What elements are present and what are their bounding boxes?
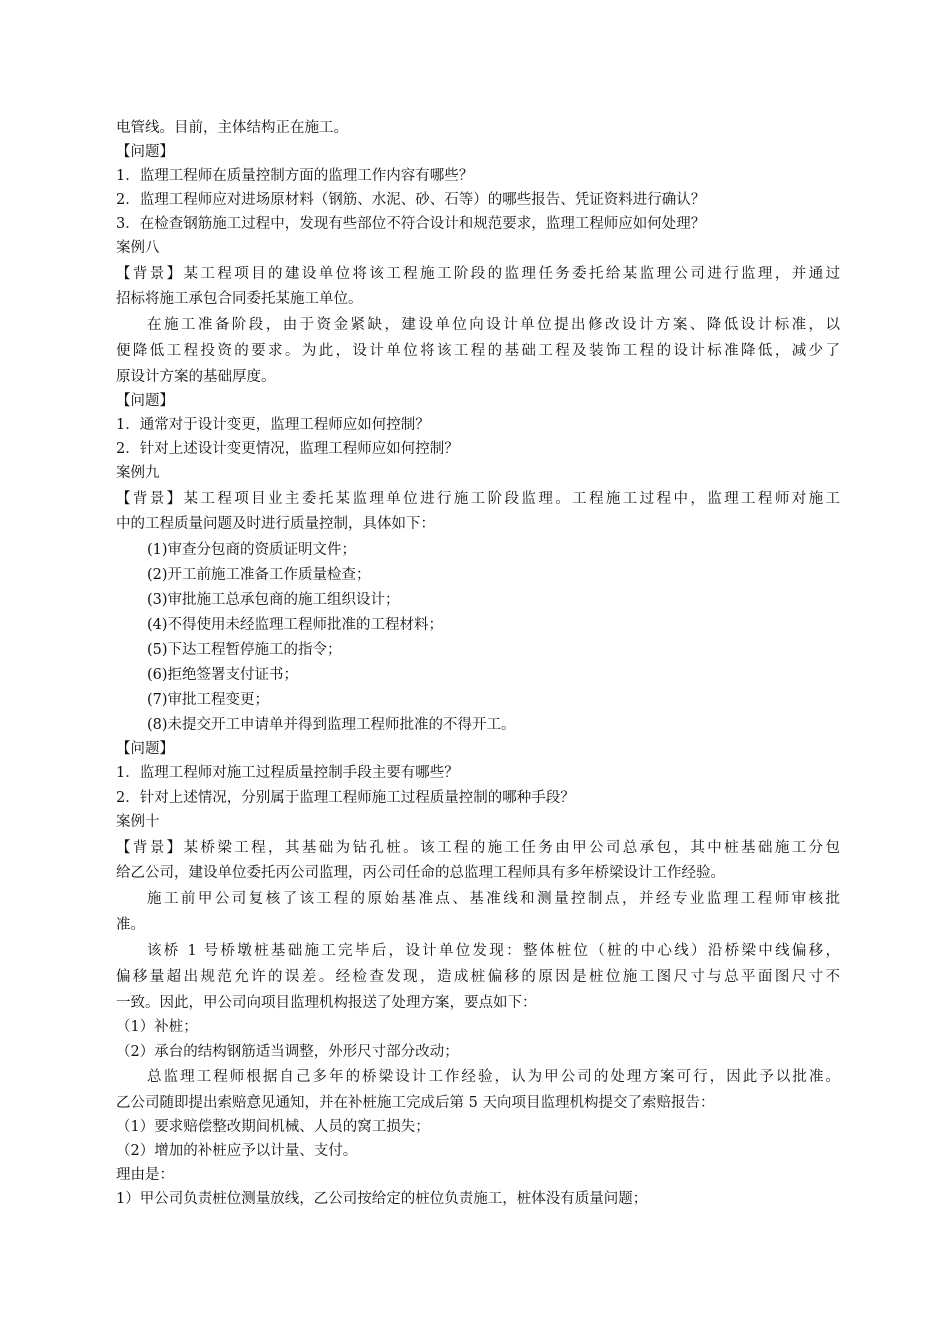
question-item: 1．监理工程师在质量控制方面的监理工作内容有哪些？ [116, 168, 474, 184]
list-item: (6)拒绝签署支付证书； [147, 667, 299, 683]
question-heading: 【问题】 [116, 741, 174, 757]
question-heading: 【问题】 [116, 144, 174, 160]
list-item: (3)审批施工总承包商的施工组织设计； [147, 592, 400, 608]
list-item: (8)未提交开工申请单并得到监理工程师批准的不得开工。 [147, 717, 516, 733]
text-line: 电管线。目前，主体结构正在施工。 [116, 120, 348, 136]
list-item: (7)审批工程变更； [147, 692, 270, 708]
body-paragraph: 总监理工程师根据自己多年的桥梁设计工作经验，认为甲公司的处理方案可行，因此予以批准。 [147, 1069, 840, 1085]
question-item: 3．在检查钢筋施工过程中，发现有些部位不符合设计和规范要求，监理工程师应如何处理？ [116, 216, 706, 232]
background-paragraph: 给乙公司，建设单位委托丙公司监理，丙公司任命的总监理工程师具有多年桥梁设计工作经验。 [116, 865, 725, 881]
body-paragraph: 便降低工程投资的要求。为此，设计单位将该工程的基础工程及装饰工程的设计标准降低，减少了 [116, 343, 840, 359]
body-paragraph: 乙公司随即提出索赔意见通知，并在补桩施工完成后第 5 天向项目监理机构提交了索赔报告： [116, 1095, 715, 1111]
background-paragraph: 【背景】某工程项目业主委托某监理单位进行施工阶段监理。工程施工过程中，监理工程师对施工 [116, 491, 840, 507]
question-item: 1．通常对于设计变更，监理工程师应如何控制？ [116, 417, 430, 433]
question-heading: 【问题】 [116, 393, 174, 409]
text-line: 理由是： [116, 1167, 174, 1183]
list-item: （1）补桩； [116, 1019, 198, 1035]
body-paragraph: 准。 [116, 917, 145, 933]
question-item: 2．监理工程师应对进场原材料（钢筋、水泥、砂、石等）的哪些报告、凭证资料进行确认？ [116, 192, 706, 208]
body-paragraph: 施工前甲公司复核了该工程的原始基准点、基准线和测量控制点，并经专业监理工程师审核批 [147, 891, 840, 907]
question-item: 1．监理工程师对施工过程质量控制手段主要有哪些？ [116, 765, 459, 781]
list-item: (1)审查分包商的资质证明文件； [147, 542, 357, 558]
list-item: (2)开工前施工准备工作质量检查； [147, 567, 371, 583]
list-item: (4)不得使用未经监理工程师批准的工程材料； [147, 617, 444, 633]
list-item: （2）承台的结构钢筋适当调整，外形尺寸部分改动； [116, 1044, 459, 1060]
list-item: 1）甲公司负责桩位测量放线，乙公司按给定的桩位负责施工，桩体没有质量问题； [116, 1191, 648, 1207]
question-item: 2．针对上述情况，分别属于监理工程师施工过程质量控制的哪种手段？ [116, 790, 575, 806]
background-paragraph: 招标将施工承包合同委托某施工单位。 [116, 291, 363, 307]
body-paragraph: 原设计方案的基础厚度。 [116, 369, 276, 385]
body-paragraph: 在施工准备阶段，由于资金紧缺，建设单位向设计单位提出修改设计方案、降低设计标准，以 [147, 317, 840, 333]
case-heading: 案例十 [116, 814, 160, 830]
case-heading: 案例九 [116, 465, 160, 481]
body-paragraph: 偏移量超出规范允许的误差。经检查发现，造成桩偏移的原因是桩位施工图尺寸与总平面图尺寸不 [116, 969, 840, 985]
body-paragraph: 该桥 1 号桥墩桩基础施工完毕后，设计单位发现：整体桩位（桩的中心线）沿桥梁中线偏移， [147, 943, 840, 959]
case-heading: 案例八 [116, 240, 160, 256]
question-item: 2．针对上述设计变更情况，监理工程师应如何控制？ [116, 441, 459, 457]
background-paragraph: 中的工程质量问题及时进行质量控制，具体如下： [116, 516, 435, 532]
background-paragraph: 【背景】某桥梁工程，其基础为钻孔桩。该工程的施工任务由甲公司总承包，其中桩基础施工分包 [116, 840, 840, 856]
body-paragraph: 一致。因此，甲公司向项目监理机构报送了处理方案，要点如下： [116, 995, 537, 1011]
background-paragraph: 【背景】某工程项目的建设单位将该工程施工阶段的监理任务委托给某监理公司进行监理，并通过 [116, 266, 840, 282]
list-item: （1）要求赔偿整改期间机械、人员的窝工损失； [116, 1119, 430, 1135]
list-item: (5)下达工程暂停施工的指令； [147, 642, 342, 658]
list-item: （2）增加的补桩应予以计量、支付。 [116, 1143, 358, 1159]
